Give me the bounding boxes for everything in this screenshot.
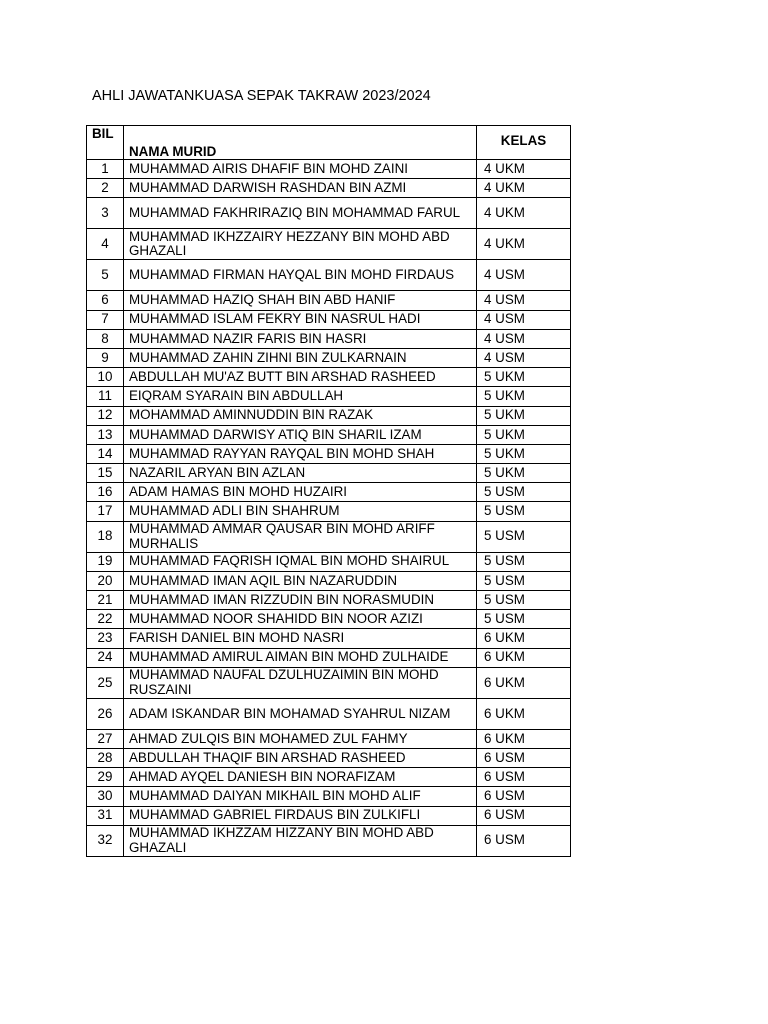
table-row xyxy=(87,629,571,648)
row-number: 28 xyxy=(87,748,124,767)
student-name: MUHAMMAD IMAN RIZZUDIN BIN NORASMUDIN xyxy=(124,591,477,610)
student-class: 4 UKM xyxy=(477,160,571,179)
student-class: 6 UKM xyxy=(477,729,571,748)
row-number: 3 xyxy=(87,198,124,229)
table-row xyxy=(87,521,571,552)
table-row xyxy=(87,406,571,425)
row-number: 27 xyxy=(87,729,124,748)
row-number: 6 xyxy=(87,291,124,310)
student-name: EIQRAM SYARAIN BIN ABDULLAH xyxy=(124,387,477,406)
student-name: MUHAMMAD AMIRUL AIMAN BIN MOHD ZULHAIDE xyxy=(124,648,477,667)
row-number: 12 xyxy=(87,406,124,425)
student-class: 5 USM xyxy=(477,610,571,629)
table-row xyxy=(87,329,571,348)
row-number: 32 xyxy=(87,825,124,856)
table-row xyxy=(87,571,571,590)
student-name: MUHAMMAD AMMAR QAUSAR BIN MOHD ARIFF MURHALIS xyxy=(124,521,477,552)
student-name: MUHAMMAD FAKHRIRAZIQ BIN MOHAMMAD FARUL xyxy=(124,198,477,229)
table-row xyxy=(87,160,571,179)
header-class: KELAS xyxy=(477,126,571,160)
row-number: 11 xyxy=(87,387,124,406)
row-number: 14 xyxy=(87,444,124,463)
student-name: MUHAMMAD ADLI BIN SHAHRUM xyxy=(124,502,477,521)
student-class: 5 UKM xyxy=(477,464,571,483)
student-class: 5 UKM xyxy=(477,387,571,406)
row-number: 13 xyxy=(87,425,124,444)
student-class: 5 USM xyxy=(477,483,571,502)
table-row xyxy=(87,260,571,291)
table-row xyxy=(87,310,571,329)
student-class: 4 USM xyxy=(477,260,571,291)
student-name: MUHAMMAD DAIYAN MIKHAIL BIN MOHD ALIF xyxy=(124,787,477,806)
student-name: MUHAMMAD ZAHIN ZIHNI BIN ZULKARNAIN xyxy=(124,348,477,367)
table-row xyxy=(87,464,571,483)
student-name: MUHAMMAD FIRMAN HAYQAL BIN MOHD FIRDAUS xyxy=(124,260,477,291)
student-class: 5 UKM xyxy=(477,368,571,387)
table-row xyxy=(87,610,571,629)
row-number: 31 xyxy=(87,806,124,825)
row-number: 16 xyxy=(87,483,124,502)
student-name: MUHAMMAD HAZIQ SHAH BIN ABD HANIF xyxy=(124,291,477,310)
student-class: 6 UKM xyxy=(477,648,571,667)
student-name: MUHAMMAD IKHZZAIRY HEZZANY BIN MOHD ABD GHAZALI xyxy=(124,229,477,260)
row-number: 23 xyxy=(87,629,124,648)
table-row xyxy=(87,425,571,444)
student-name: MUHAMMAD ISLAM FEKRY BIN NASRUL HADI xyxy=(124,310,477,329)
student-name: MUHAMMAD GABRIEL FIRDAUS BIN ZULKIFLI xyxy=(124,806,477,825)
student-name: MUHAMMAD RAYYAN RAYQAL BIN MOHD SHAH xyxy=(124,444,477,463)
member-table xyxy=(86,125,571,857)
header-bil: BIL xyxy=(87,126,124,160)
page-title: AHLI JAWATANKUASA SEPAK TAKRAW 2023/2024 xyxy=(92,88,431,104)
student-name: ABDULLAH THAQIF BIN ARSHAD RASHEED xyxy=(124,748,477,767)
student-name: MUHAMMAD IKHZZAM HIZZANY BIN MOHD ABD GHAZALI xyxy=(124,825,477,856)
table-row xyxy=(87,698,571,729)
student-name: NAZARIL ARYAN BIN AZLAN xyxy=(124,464,477,483)
student-name: FARISH DANIEL BIN MOHD NASRI xyxy=(124,629,477,648)
table-row xyxy=(87,787,571,806)
student-class: 4 USM xyxy=(477,348,571,367)
table-row xyxy=(87,483,571,502)
row-number: 19 xyxy=(87,552,124,571)
table-row xyxy=(87,229,571,260)
table-row xyxy=(87,806,571,825)
student-class: 6 USM xyxy=(477,748,571,767)
student-name: MUHAMMAD DARWISH RASHDAN BIN AZMI xyxy=(124,179,477,198)
row-number: 2 xyxy=(87,179,124,198)
table-row xyxy=(87,648,571,667)
student-class: 5 UKM xyxy=(477,406,571,425)
table-row xyxy=(87,291,571,310)
student-name: MUHAMMAD NOOR SHAHIDD BIN NOOR AZIZI xyxy=(124,610,477,629)
student-name: ADAM HAMAS BIN MOHD HUZAIRI xyxy=(124,483,477,502)
student-class: 4 USM xyxy=(477,329,571,348)
row-number: 9 xyxy=(87,348,124,367)
table-header-row xyxy=(87,126,571,160)
row-number: 26 xyxy=(87,698,124,729)
row-number: 8 xyxy=(87,329,124,348)
table-row xyxy=(87,768,571,787)
student-class: 5 USM xyxy=(477,502,571,521)
table-row xyxy=(87,825,571,856)
row-number: 21 xyxy=(87,591,124,610)
table-row xyxy=(87,368,571,387)
table-row xyxy=(87,198,571,229)
row-number: 7 xyxy=(87,310,124,329)
student-class: 4 USM xyxy=(477,310,571,329)
table-row xyxy=(87,748,571,767)
student-name: MUHAMMAD IMAN AQIL BIN NAZARUDDIN xyxy=(124,571,477,590)
student-class: 5 USM xyxy=(477,521,571,552)
student-name: MOHAMMAD AMINNUDDIN BIN RAZAK xyxy=(124,406,477,425)
table-row xyxy=(87,667,571,698)
row-number: 25 xyxy=(87,667,124,698)
student-name: AHMAD AYQEL DANIESH BIN NORAFIZAM xyxy=(124,768,477,787)
student-name: MUHAMMAD FAQRISH IQMAL BIN MOHD SHAIRUL xyxy=(124,552,477,571)
student-class: 5 UKM xyxy=(477,444,571,463)
student-class: 5 USM xyxy=(477,591,571,610)
row-number: 4 xyxy=(87,229,124,260)
table-row xyxy=(87,729,571,748)
table-row xyxy=(87,179,571,198)
table-row xyxy=(87,387,571,406)
student-class: 5 UKM xyxy=(477,425,571,444)
student-name: MUHAMMAD DARWISY ATIQ BIN SHARIL IZAM xyxy=(124,425,477,444)
student-name: ADAM ISKANDAR BIN MOHAMAD SYAHRUL NIZAM xyxy=(124,698,477,729)
row-number: 24 xyxy=(87,648,124,667)
student-class: 4 USM xyxy=(477,291,571,310)
row-number: 1 xyxy=(87,160,124,179)
student-class: 5 USM xyxy=(477,552,571,571)
student-class: 6 UKM xyxy=(477,667,571,698)
student-name: MUHAMMAD AIRIS DHAFIF BIN MOHD ZAINI xyxy=(124,160,477,179)
student-name: ABDULLAH MU'AZ BUTT BIN ARSHAD RASHEED xyxy=(124,368,477,387)
table-body xyxy=(87,160,571,857)
row-number: 5 xyxy=(87,260,124,291)
student-class: 4 UKM xyxy=(477,229,571,260)
student-name: MUHAMMAD NAZIR FARIS BIN HASRI xyxy=(124,329,477,348)
table-row xyxy=(87,502,571,521)
student-class: 6 USM xyxy=(477,768,571,787)
table-row xyxy=(87,348,571,367)
row-number: 18 xyxy=(87,521,124,552)
row-number: 15 xyxy=(87,464,124,483)
student-class: 6 USM xyxy=(477,825,571,856)
student-class: 6 USM xyxy=(477,787,571,806)
row-number: 17 xyxy=(87,502,124,521)
row-number: 30 xyxy=(87,787,124,806)
row-number: 20 xyxy=(87,571,124,590)
student-class: 6 UKM xyxy=(477,698,571,729)
student-class: 6 USM xyxy=(477,806,571,825)
header-name: NAMA MURID xyxy=(124,126,477,160)
row-number: 22 xyxy=(87,610,124,629)
student-class: 4 UKM xyxy=(477,198,571,229)
student-name: AHMAD ZULQIS BIN MOHAMED ZUL FAHMY xyxy=(124,729,477,748)
table-row xyxy=(87,591,571,610)
row-number: 29 xyxy=(87,768,124,787)
student-class: 6 UKM xyxy=(477,629,571,648)
table-row xyxy=(87,552,571,571)
student-class: 4 UKM xyxy=(477,179,571,198)
row-number: 10 xyxy=(87,368,124,387)
table-row xyxy=(87,444,571,463)
student-class: 5 USM xyxy=(477,571,571,590)
student-name: MUHAMMAD NAUFAL DZULHUZAIMIN BIN MOHD RUSZAINI xyxy=(124,667,477,698)
